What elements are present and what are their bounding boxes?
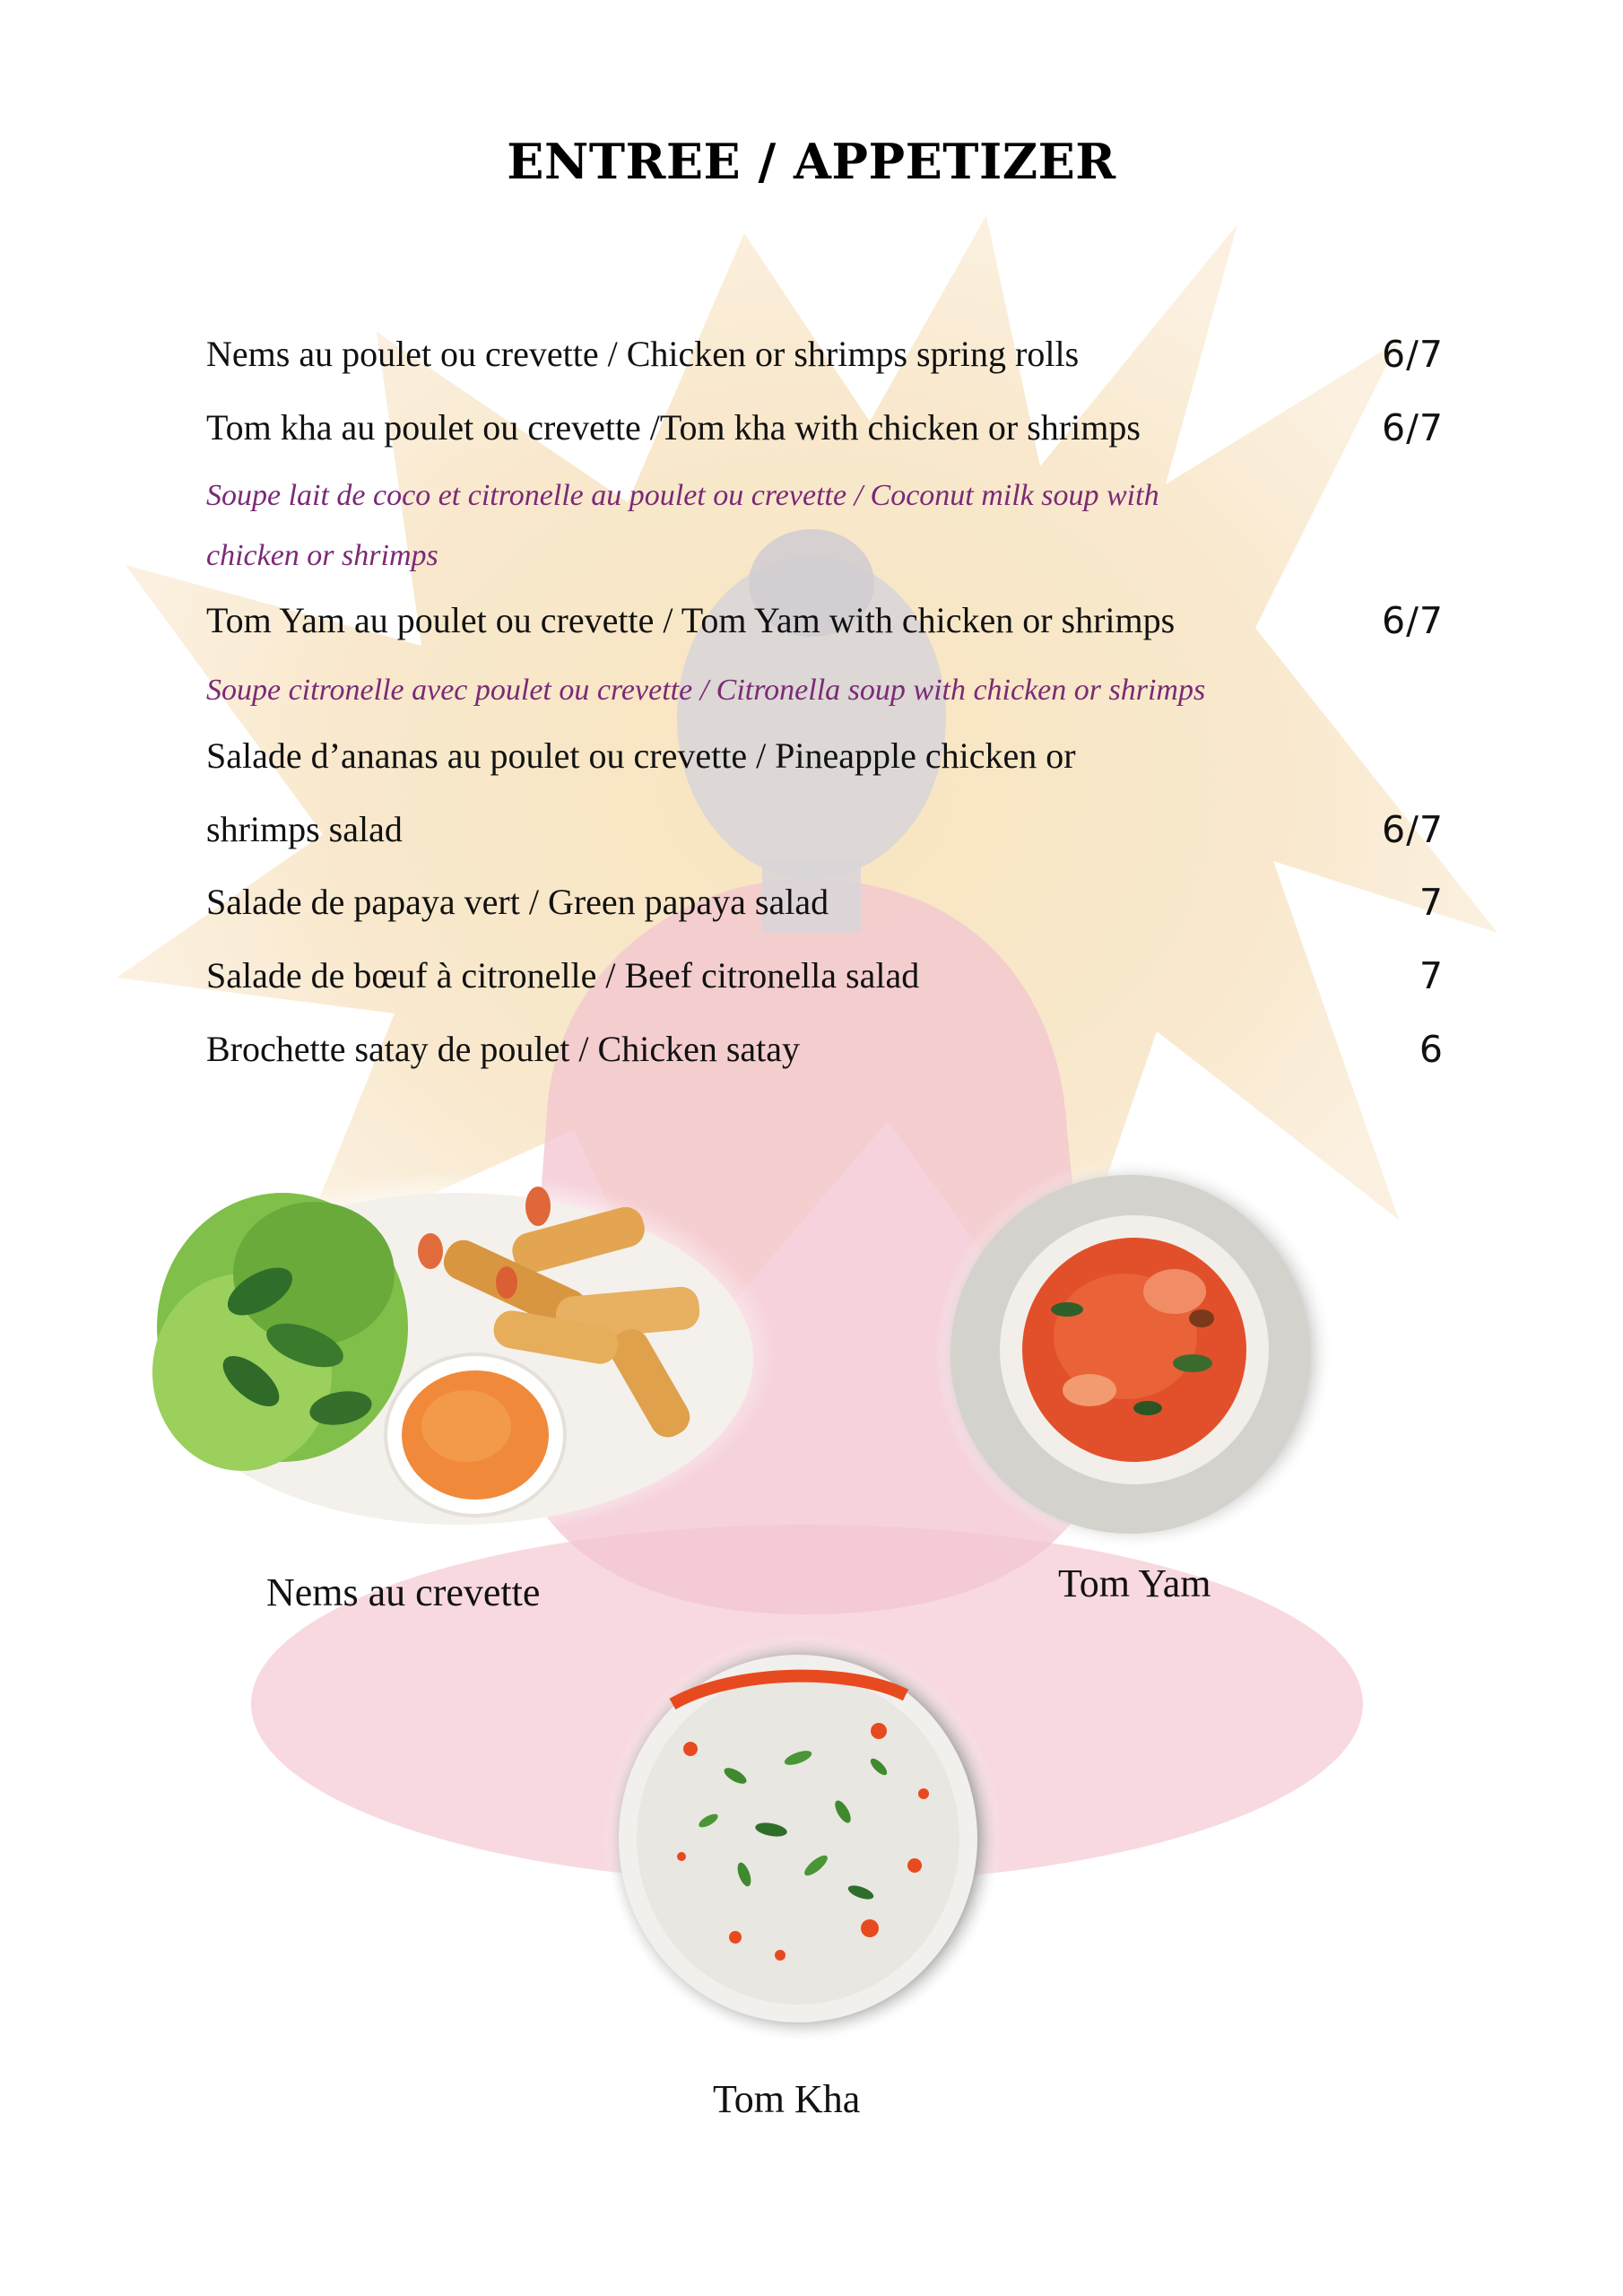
menu-item-description: Soupe lait de coco et citronelle au poulet ou crevette / Coconut milk soup with bbox=[206, 479, 1159, 512]
menu-item-price: 6/7 bbox=[1382, 808, 1444, 851]
menu-item-price: 6/7 bbox=[1382, 406, 1444, 449]
photo-caption: Nems au crevette bbox=[266, 1570, 541, 1614]
menu-item-name: Nems au poulet ou crevette / Chicken or shrimps spring rolls bbox=[206, 334, 1080, 374]
menu-item-name: Tom kha au poulet ou crevette /Tom kha with chicken or shrimps bbox=[206, 407, 1141, 448]
menu-item-price: 7 bbox=[1419, 881, 1444, 924]
menu-item-name: Brochette satay de poulet / Chicken satay bbox=[206, 1029, 801, 1069]
menu-item-description: chicken or shrimps bbox=[206, 539, 438, 572]
menu-item-name: Salade de bœuf à citronelle / Beef citronella salad bbox=[206, 955, 920, 996]
menu-item-price: 6/7 bbox=[1382, 333, 1444, 376]
spring-rolls-photo bbox=[135, 1166, 780, 1543]
menu-item-price: 6 bbox=[1419, 1028, 1444, 1071]
photo-caption: Tom Kha bbox=[713, 2077, 861, 2121]
page-title: ENTREE / APPETIZER bbox=[507, 133, 1116, 190]
tom-kha-photo bbox=[601, 1632, 1004, 2045]
tom-yam-photo bbox=[933, 1157, 1336, 1552]
menu-item-name: Tom Yam au poulet ou crevette / Tom Yam with chicken or shrimps bbox=[206, 600, 1176, 640]
menu-item-description: Soupe citronelle avec poulet ou crevette / Citronella soup with chicken or shrimps bbox=[206, 674, 1206, 707]
menu-item-price: 7 bbox=[1419, 954, 1444, 997]
menu-item-name: shrimps salad bbox=[206, 809, 403, 849]
menu-item-name: Salade d’ananas au poulet ou crevette / Pineapple chicken or bbox=[206, 735, 1076, 776]
menu-item-name: Salade de papaya vert / Green papaya salad bbox=[206, 882, 829, 922]
menu-item-price: 6/7 bbox=[1382, 599, 1444, 642]
photo-caption: Tom Yam bbox=[1058, 1561, 1211, 1605]
